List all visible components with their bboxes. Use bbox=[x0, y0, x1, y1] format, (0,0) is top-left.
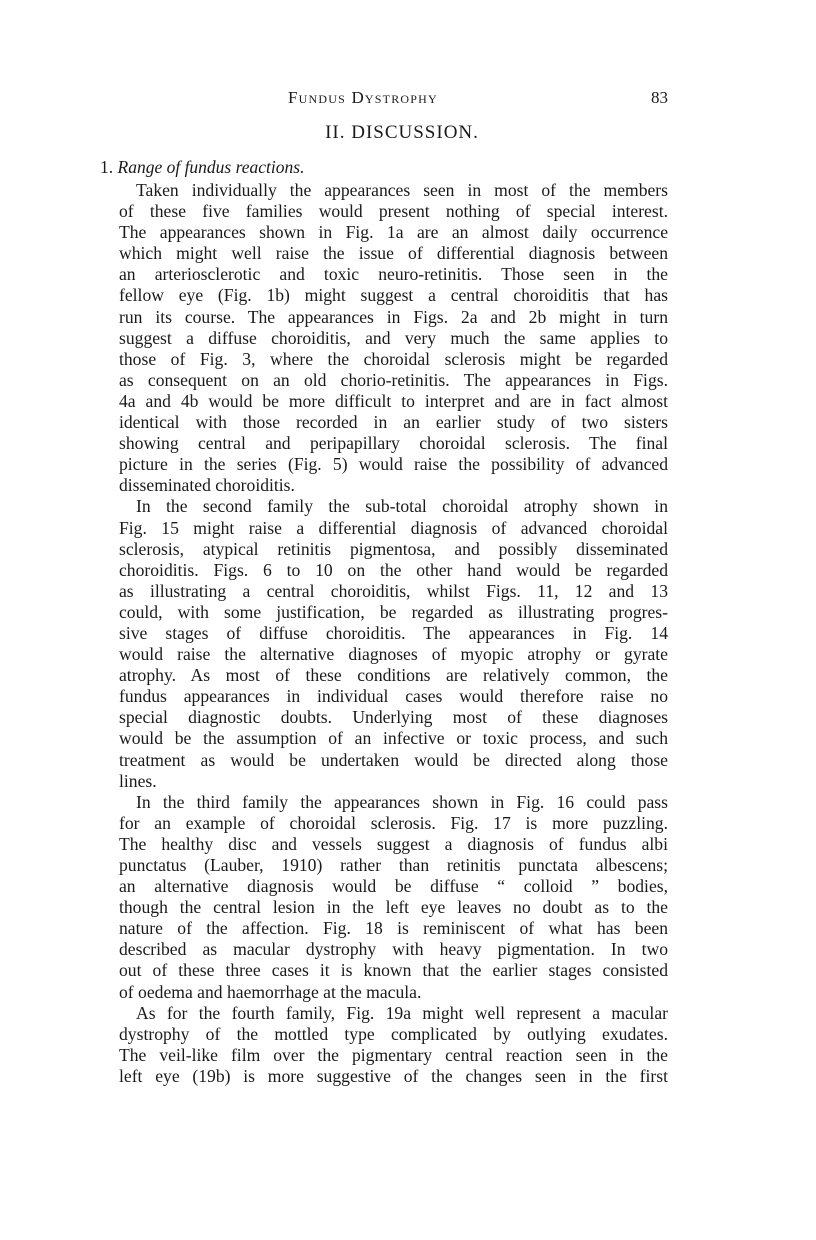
text-line: could, with some justification, be regarded as illustrating progres- bbox=[119, 601, 668, 622]
text-line: 4a and 4b would be more difficult to interpret and are in fact almost bbox=[119, 390, 668, 411]
text-line: left eye (19b) is more suggestive of the changes seen in the first bbox=[119, 1065, 668, 1086]
text-line: would raise the alternative diagnoses of myopic atrophy or gyrate bbox=[119, 644, 668, 665]
subsection-heading bbox=[100, 156, 668, 178]
text-line: treatment as would be undertaken would be directed along those bbox=[119, 749, 668, 770]
text-line: identical with those recorded in an earlier study of two sisters bbox=[119, 412, 668, 433]
text-line: out of these three cases it is known that the earlier stages consisted bbox=[119, 960, 668, 981]
text-line: run its course. The appearances in Figs. 2a and 2b might in turn bbox=[119, 306, 668, 327]
text-line: sclerosis, atypical retinitis pigmentosa, and possibly disseminated bbox=[119, 538, 668, 559]
text-line: disseminated choroiditis. bbox=[119, 475, 295, 496]
text-line: those of Fig. 3, where the choroidal sclerosis might be regarded bbox=[119, 348, 668, 369]
running-title: Fundus Dystrophy bbox=[288, 88, 438, 107]
text-line: fellow eye (Fig. 1b) might suggest a central choroiditis that has bbox=[119, 285, 668, 306]
text-line: would be the assumption of an infective or toxic process, and such bbox=[119, 728, 668, 749]
text-line: The appearances shown in Fig. 1a are an almost daily occurrence bbox=[119, 222, 668, 243]
text-line: of these five families would present nothing of special interest. bbox=[119, 201, 668, 222]
text-line: though the central lesion in the left eye leaves no doubt as to the bbox=[119, 897, 668, 918]
text-line: lines. bbox=[119, 770, 157, 791]
text-line: sive stages of diffuse choroiditis. The appearances in Fig. 14 bbox=[119, 622, 668, 643]
running-head bbox=[102, 88, 668, 112]
page-number: 83 bbox=[651, 88, 668, 107]
paragraph bbox=[102, 1003, 668, 1087]
text-line: an alternative diagnosis would be diffuse “ colloid ” bodies, bbox=[119, 876, 668, 897]
text-line: as illustrating a central choroiditis, whilst Figs. 11, 12 and 13 bbox=[119, 580, 668, 601]
text-line: special diagnostic doubts. Underlying most of these diagnoses bbox=[119, 707, 668, 728]
text-line: The healthy disc and vessels suggest a diagnosis of fundus albi bbox=[119, 833, 668, 854]
text-line: showing central and peripapillary choroidal sclerosis. The final bbox=[119, 433, 668, 454]
page bbox=[102, 88, 668, 1087]
text-line: suggest a diffuse choroiditis, and very much the same applies to bbox=[119, 327, 668, 348]
text-line: atrophy. As most of these conditions are relatively common, the bbox=[119, 665, 668, 686]
text-line: fundus appearances in individual cases would therefore raise no bbox=[119, 686, 668, 707]
paragraph bbox=[102, 180, 668, 496]
text-line: Taken individually the appearances seen in most of the members bbox=[136, 180, 668, 200]
text-line: The veil-like film over the pigmentary central reaction seen in the bbox=[119, 1044, 668, 1065]
text-line: of oedema and haemorrhage at the macula. bbox=[119, 981, 422, 1002]
paragraph bbox=[102, 496, 668, 791]
body-text bbox=[102, 180, 668, 1087]
text-line: punctatus (Lauber, 1910) rather than retinitis punctata albescens; bbox=[119, 855, 668, 875]
subsection-title: Range of fundus reactions. bbox=[117, 157, 305, 177]
text-line: picture in the series (Fig. 5) would raise the possibility of advanced bbox=[119, 454, 668, 475]
paragraph bbox=[102, 792, 668, 1003]
text-line: As for the fourth family, Fig. 19a might well represent a macular bbox=[136, 1002, 668, 1023]
text-line: as consequent on an old chorio-retinitis. The appearances in Figs. bbox=[119, 369, 668, 390]
subsection-number: 1. bbox=[100, 157, 114, 177]
text-line: an arteriosclerotic and toxic neuro-retinitis. Those seen in the bbox=[119, 264, 668, 285]
text-line: nature of the affection. Fig. 18 is reminiscent of what has been bbox=[119, 918, 668, 939]
text-line: Fig. 15 might raise a differential diagnosis of advanced choroidal bbox=[119, 517, 668, 538]
text-line: In the third family the appearances shown in Fig. 16 could pass bbox=[136, 791, 668, 812]
section-heading: II. DISCUSSION. bbox=[325, 122, 479, 143]
text-line: choroiditis. Figs. 6 to 10 on the other hand would be regarded bbox=[119, 559, 668, 580]
text-line: described as macular dystrophy with heavy pigmentation. In two bbox=[119, 939, 668, 960]
text-line: dystrophy of the mottled type complicated by outlying exudates. bbox=[119, 1023, 668, 1044]
text-line: In the second family the sub-total choroidal atrophy shown in bbox=[136, 496, 668, 517]
text-line: for an example of choroidal sclerosis. Fig. 17 is more puzzling. bbox=[119, 812, 668, 833]
text-line: which might well raise the issue of differential diagnosis between bbox=[119, 243, 668, 264]
